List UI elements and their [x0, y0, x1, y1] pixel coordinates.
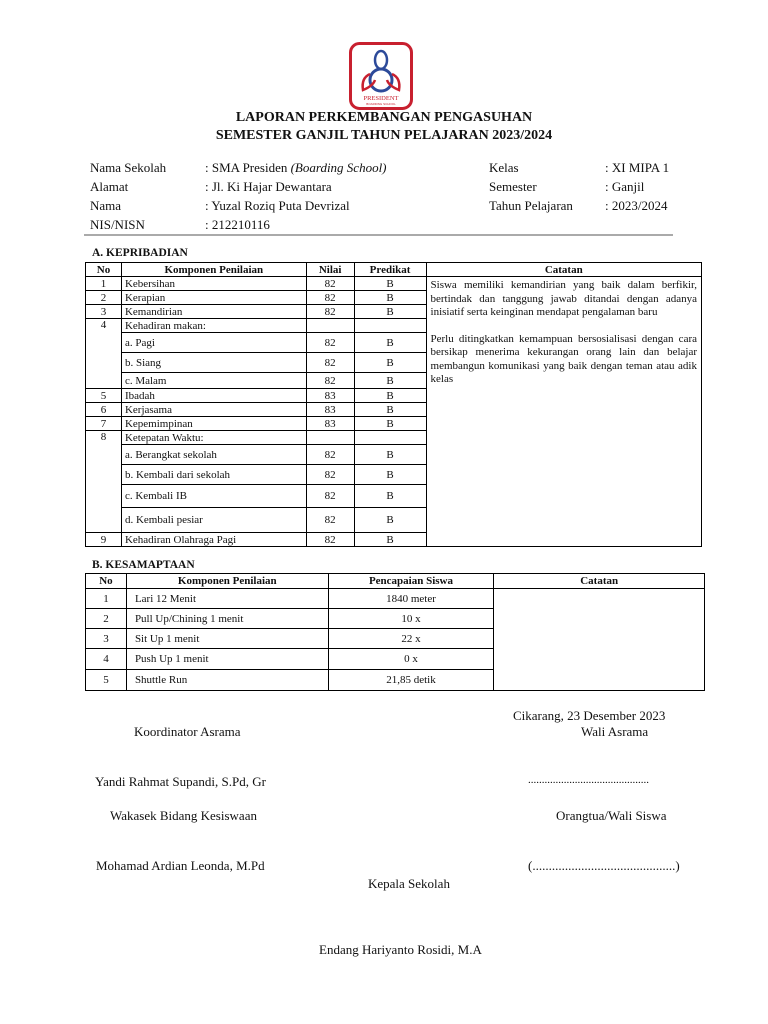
col-header: Pencapaian Siswa — [328, 574, 494, 589]
row-name: c. Kembali IB — [121, 485, 306, 508]
row-name: b. Kembali dari sekolah — [121, 465, 306, 485]
row-predikat: B — [354, 305, 426, 319]
info-value: : XI MIPA 1 — [605, 160, 670, 175]
row-nilai — [306, 319, 354, 333]
row-name: Ketepatan Waktu: — [121, 431, 306, 445]
col-header: Komponen Penilaian — [121, 263, 306, 277]
col-header: Catatan — [494, 574, 705, 589]
row-name: Shuttle Run — [126, 670, 328, 691]
koordinator-title: Koordinator Asrama — [134, 724, 241, 739]
info-value: : 2023/2024 — [605, 198, 668, 213]
row-name: d. Kembali pesiar — [121, 508, 306, 533]
info-right-labels — [489, 160, 573, 217]
school-logo — [349, 42, 413, 110]
row-predikat: B — [354, 445, 426, 465]
info-value: : Ganjil — [605, 179, 645, 194]
info-value: : Yuzal Roziq Puta Devrizal — [205, 198, 350, 213]
row-no: 8 — [86, 431, 122, 533]
info-value: : 212210116 — [205, 217, 270, 232]
row-predikat: B — [354, 277, 426, 291]
kepsek-title: Kepala Sekolah — [368, 876, 450, 891]
president-logo-icon — [349, 42, 413, 110]
row-no: 6 — [86, 403, 122, 417]
info-label: Nama Sekolah — [90, 160, 167, 175]
row-predikat: B — [354, 291, 426, 305]
row-name: Kepemimpinan — [121, 417, 306, 431]
catatan-paragraph-2: Perlu ditingkatkan kemampuan bersosialisasi dengan cara bersikap menerima kekurangan orang lain dan belajar membangun komunikasi yang baik dengan teman atau adik kelas — [430, 332, 697, 385]
info-value-italic: (Boarding School) — [290, 160, 387, 175]
row-no: 3 — [86, 629, 127, 649]
kepribadian-table — [85, 262, 702, 547]
info-label: Alamat — [90, 179, 129, 194]
wakasek-title: Wakasek Bidang Kesiswaan — [110, 808, 257, 823]
wali-name: ............................................ — [528, 774, 649, 786]
header-divider — [84, 234, 673, 236]
info-left-labels — [90, 160, 166, 236]
row-nilai: 82 — [306, 465, 354, 485]
row-name: Lari 12 Menit — [126, 589, 328, 609]
row-nilai: 82 — [306, 373, 354, 389]
table-row — [86, 589, 705, 609]
wakasek-name: Mohamad Ardian Leonda, M.Pd — [96, 858, 265, 873]
row-no: 9 — [86, 533, 122, 547]
info-value: : Jl. Ki Hajar Dewantara — [205, 179, 332, 194]
row-nilai: 82 — [306, 305, 354, 319]
table-row — [86, 277, 702, 291]
row-nilai: 82 — [306, 291, 354, 305]
row-nilai — [306, 431, 354, 445]
row-name: c. Malam — [121, 373, 306, 389]
info-label: Nama — [90, 198, 122, 213]
col-header: No — [86, 574, 127, 589]
row-nilai: 83 — [306, 403, 354, 417]
catatan-paragraph-1: Siswa memiliki kemandirian yang baik dalam berfikir, bertindak dan tanggung jawab ditandai dengan adanya inisiatif serta keinginan mendapat pengalaman baru — [430, 279, 697, 318]
row-nilai: 82 — [306, 485, 354, 508]
section-b-title: B. KESAMAPTAAN — [92, 559, 195, 571]
wali-title: Wali Asrama — [581, 724, 649, 739]
row-predikat: B — [354, 389, 426, 403]
row-predikat: B — [354, 333, 426, 353]
row-nilai: 82 — [306, 277, 354, 291]
col-header: Predikat — [354, 263, 426, 277]
row-nilai: 83 — [306, 389, 354, 403]
row-predikat: B — [354, 403, 426, 417]
kepsek-name: Endang Hariyanto Rosidi, M.A — [319, 942, 482, 957]
row-nilai: 82 — [306, 353, 354, 373]
info-label: Kelas — [489, 160, 519, 175]
row-predikat: B — [354, 417, 426, 431]
row-name: Kebersihan — [121, 277, 306, 291]
info-right-values — [605, 160, 669, 217]
row-name: Kehadiran makan: — [121, 319, 306, 333]
row-no: 5 — [86, 670, 127, 691]
row-name: Kerjasama — [121, 403, 306, 417]
row-value: 21,85 detik — [328, 670, 494, 691]
row-name: a. Pagi — [121, 333, 306, 353]
logo-subtext: BOARDING SCHOOL — [366, 102, 396, 106]
place-date: Cikarang, 23 Desember 2023 — [513, 708, 666, 723]
row-value: 0 x — [328, 649, 494, 670]
info-value: : SMA Presiden — [205, 160, 291, 175]
row-predikat: B — [354, 533, 426, 547]
row-predikat: B — [354, 485, 426, 508]
row-name: Kehadiran Olahraga Pagi — [121, 533, 306, 547]
row-name: a. Berangkat sekolah — [121, 445, 306, 465]
row-no: 1 — [86, 589, 127, 609]
row-name: Sit Up 1 menit — [126, 629, 328, 649]
row-name: Kemandirian — [121, 305, 306, 319]
row-nilai: 82 — [306, 533, 354, 547]
report-title-line1: LAPORAN PERKEMBANGAN PENGASUHAN — [235, 110, 533, 125]
info-label: Semester — [489, 179, 537, 194]
row-predikat: B — [354, 465, 426, 485]
row-name: b. Siang — [121, 353, 306, 373]
koordinator-name: Yandi Rahmat Supandi, S.Pd, Gr — [95, 774, 266, 789]
orangtua-name: (............................................) — [528, 858, 680, 873]
row-nilai: 82 — [306, 445, 354, 465]
section-a-title: A. KEPRIBADIAN — [92, 247, 188, 259]
orangtua-title: Orangtua/Wali Siswa — [556, 808, 667, 823]
info-left-values — [205, 160, 387, 236]
row-no: 4 — [86, 319, 122, 389]
row-name: Push Up 1 menit — [126, 649, 328, 670]
row-no: 7 — [86, 417, 122, 431]
row-value: 10 x — [328, 609, 494, 629]
col-header: No — [86, 263, 122, 277]
kesamaptaan-catatan — [494, 589, 705, 691]
row-no: 5 — [86, 389, 122, 403]
row-value: 22 x — [328, 629, 494, 649]
logo-text: PRESIDENT — [363, 95, 399, 102]
col-header: Nilai — [306, 263, 354, 277]
row-predikat: B — [354, 508, 426, 533]
row-no: 1 — [86, 277, 122, 291]
info-label: Tahun Pelajaran — [489, 198, 573, 213]
row-predikat — [354, 431, 426, 445]
row-predikat: B — [354, 353, 426, 373]
row-nilai: 82 — [306, 333, 354, 353]
row-name: Pull Up/Chining 1 menit — [126, 609, 328, 629]
row-name: Kerapian — [121, 291, 306, 305]
col-header: Catatan — [426, 263, 701, 277]
kepribadian-catatan — [426, 277, 701, 547]
col-header: Komponen Penilaian — [126, 574, 328, 589]
kesamaptaan-table — [85, 573, 705, 691]
row-value: 1840 meter — [328, 589, 494, 609]
row-no: 2 — [86, 291, 122, 305]
row-no: 4 — [86, 649, 127, 670]
report-title-line2: SEMESTER GANJIL TAHUN PELAJARAN 2023/2024 — [215, 128, 553, 143]
row-no: 2 — [86, 609, 127, 629]
row-predikat: B — [354, 373, 426, 389]
row-no: 3 — [86, 305, 122, 319]
row-nilai: 82 — [306, 508, 354, 533]
row-predikat — [354, 319, 426, 333]
row-nilai: 83 — [306, 417, 354, 431]
info-label: NIS/NISN — [90, 217, 145, 232]
row-name: Ibadah — [121, 389, 306, 403]
